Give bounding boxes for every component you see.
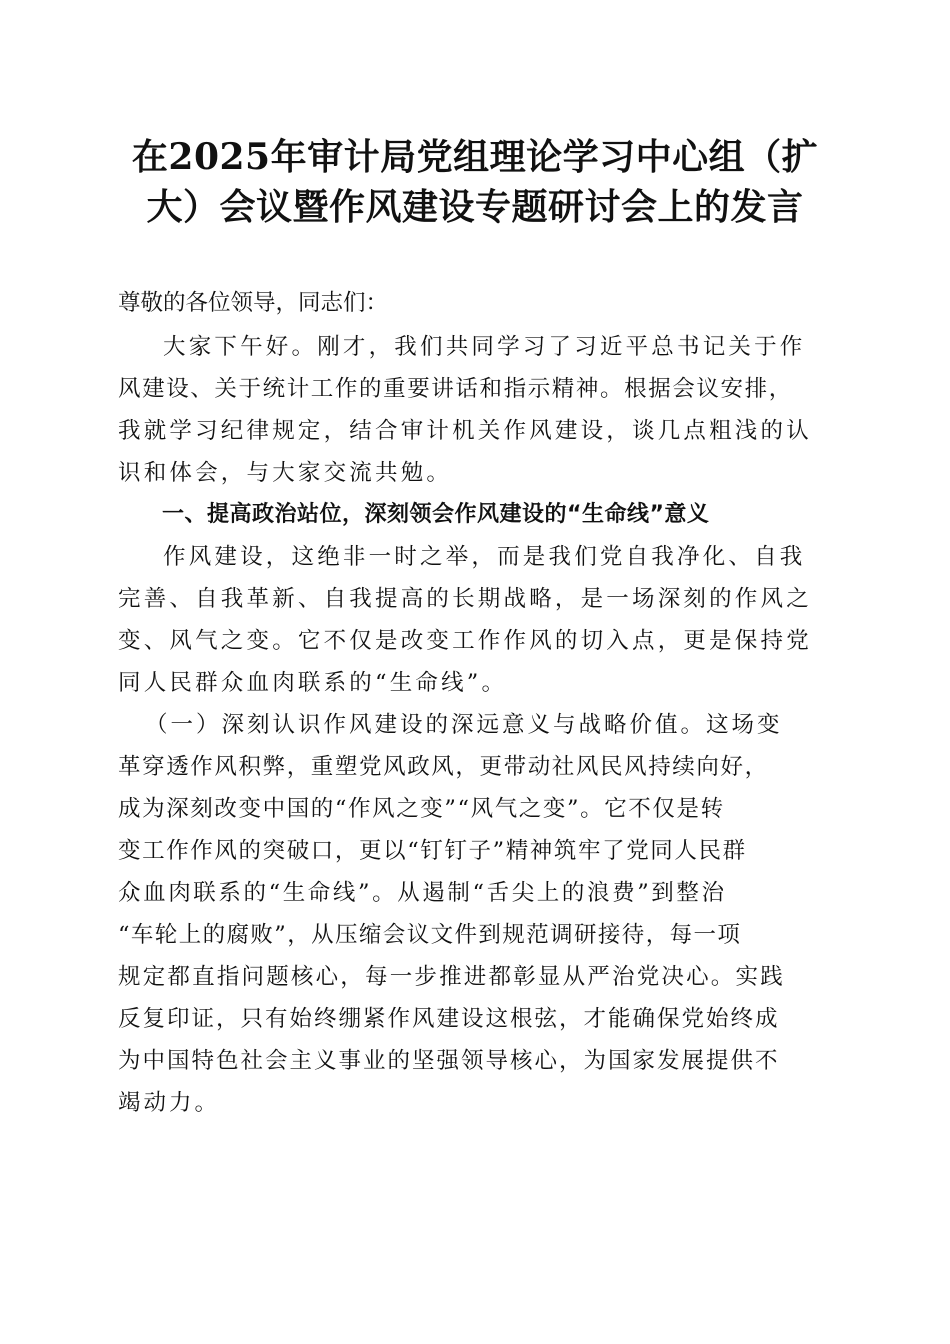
paragraph-opening	[118, 326, 838, 494]
paragraph-line: 反复印证，只有始终绷紧作风建设这根弦，才能确保党始终成	[118, 1006, 780, 1032]
paragraph-line: 作风建设，这绝非一时之举，而是我们党自我净化、自我	[163, 544, 806, 570]
paragraph-line: 成为深刻改变中国的“作风之变”“风气之变”。它不仅是转	[118, 796, 725, 822]
paragraph-line: 竭动力。	[118, 1090, 221, 1116]
paragraph-line: 变、风气之变。它不仅是改变工作作风的切入点，更是保持党	[118, 628, 812, 654]
paragraph-subsection-1	[118, 704, 838, 1124]
paragraph-line: “车轮上的腐败”，从压缩会议文件到规范调研接待，每一项	[118, 922, 742, 948]
paragraph-line: 我就学习纪律规定，结合审计机关作风建设，谈几点粗浅的认	[118, 418, 812, 444]
title-line-2: 大）会议暨作风建设专题研讨会上的发言	[146, 186, 804, 228]
paragraph-line: 众血肉联系的“生命线”。从遏制“舌尖上的浪费”到整治	[118, 880, 727, 906]
paragraph-line: （一）深刻认识作风建设的深远意义与战略价值。这场变	[145, 712, 783, 738]
paragraph-section-1	[118, 536, 838, 704]
title-line-1: 在2025年审计局党组理论学习中心组（扩	[131, 136, 819, 178]
paragraph-line: 识和体会，与大家交流共勉。	[118, 460, 453, 486]
paragraph-line: 风建设、关于统计工作的重要讲话和指示精神。根据会议安排，	[118, 376, 793, 402]
document-body	[118, 282, 838, 1124]
section-heading-1: 一、提高政治站位，深刻领会作风建设的“生命线”意义	[162, 502, 710, 527]
paragraph-line: 变工作作风的突破口，更以“钉钉子”精神筑牢了党同人民群	[118, 838, 747, 864]
paragraph-line: 革穿透作风积弊，重塑党风政风，更带动社风民风持续向好，	[118, 754, 769, 780]
paragraph-line: 大家下午好。刚才，我们共同学习了习近平总书记关于作	[163, 334, 806, 360]
paragraph-line: 规定都直指问题核心，每一步推进都彰显从严治党决心。实践	[118, 964, 785, 990]
salutation: 尊敬的各位领导，同志们：	[118, 290, 389, 316]
paragraph-line: 为中国特色社会主义事业的坚强领导核心，为国家发展提供不	[118, 1048, 780, 1074]
paragraph-line: 同人民群众血肉联系的“生命线”。	[118, 670, 508, 696]
document-title	[100, 132, 850, 232]
paragraph-line: 完善、自我革新、自我提高的长期战略，是一场深刻的作风之	[118, 586, 812, 612]
